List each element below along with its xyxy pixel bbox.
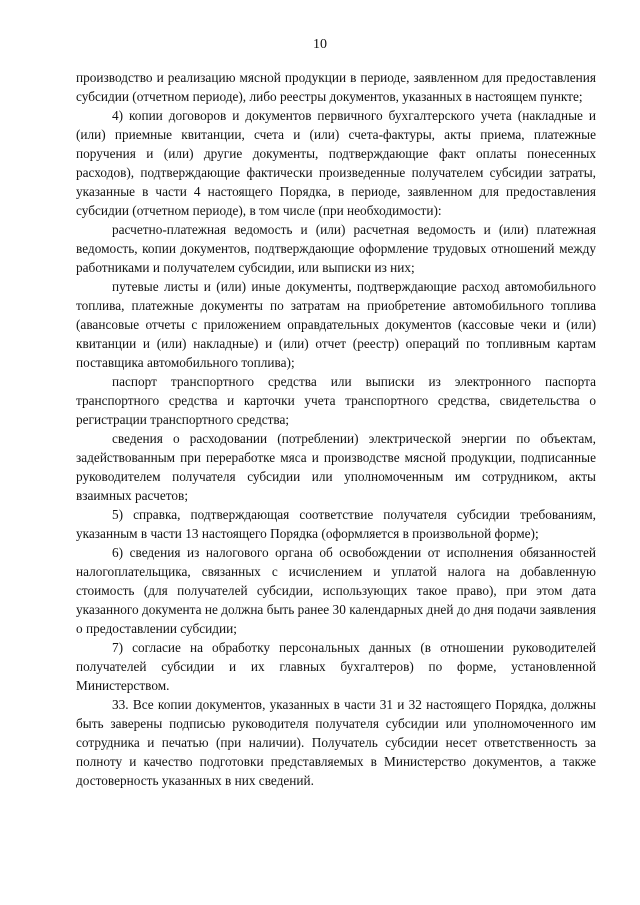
page-number: 10 xyxy=(313,37,327,52)
paragraph-item-7: 7) согласие на обработку персональных данных (в отношении руководителей получателей субсидии и их главных бухгалтеров) по форме, установленной Министерством. xyxy=(76,640,596,693)
paragraph-vehicle-passport: паспорт транспортного средства или выписки из электронного паспорта транспортного средства и карточки учета транспортного средства, свидетельства о регистрации транспортного средства; xyxy=(76,374,596,427)
paragraph-waybills: путевые листы и (или) иные документы, подтверждающие расход автомобильного топлива, платежные документы по затратам на приобретение автомобильного топлива (авансовые отчеты с приложением оправдательных документов (кассовые чеки и (или) квитанции и (или) накладные) и (или) отчет (реестр) операций по топливным картам поставщика автомобильного топлива); xyxy=(76,279,596,370)
paragraph-1: производство и реализацию мясной продукции в периоде, заявленном для предоставления субсидии (отчетном периоде), либо реестры документов, указанных в настоящем пункте; xyxy=(76,70,596,104)
paragraph-electricity: сведения о расходовании (потреблении) электрической энергии по объектам, задействованным при переработке мяса и производстве мясной продукции, подписанные руководителем получателя субсидии или уполномоченным им сотрудником, акты взаимных расчетов; xyxy=(76,431,596,503)
paragraph-item-4: 4) копии договоров и документов первичного бухгалтерского учета (накладные и (или) приемные квитанции, счета и (или) счета-фактуры, акты приема, платежные поручения и (или) другие документы, подтверждающие факт оплаты понесенных расходов), подтверждающие фактически произведенные получателем субсидии затраты, указанные в части 4 настоящего Порядка, в периоде, заявленном для предоставления субсидии (отчетном периоде), в том числе (при необходимости): xyxy=(76,108,596,218)
paragraph-item-6: 6) сведения из налогового органа об освобождении от исполнения обязанностей налогоплательщика, связанных с исчислением и уплатой налога на добавленную стоимость (для получателей субсидии, использующих такое право), при этом дата указанного документа не должна быть ранее 30 календарных дней до дня подачи заявления о предоставлении субсидии; xyxy=(76,545,596,636)
paragraph-payroll: расчетно-платежная ведомость и (или) расчетная ведомость и (или) платежная ведомость, копии документов, подтверждающие оформление трудовых отношений между работниками и получателем субсидии, или выписки из них; xyxy=(76,222,596,275)
paragraph-33: 33. Все копии документов, указанных в части 31 и 32 настоящего Порядка, должны быть заверены подписью руководителя получателя субсидии или уполномоченного им сотрудника и печатью (при наличии). Получатель субсидии несет ответственность за полноту и качество подготовки представляемых в Министерство документов, а также достоверность указанных в них сведений. xyxy=(76,697,596,788)
paragraph-item-5: 5) справка, подтверждающая соответствие получателя субсидии требованиям, указанным в части 13 настоящего Порядка (оформляется в произвольной форме); xyxy=(76,507,596,541)
document-body xyxy=(76,68,596,790)
